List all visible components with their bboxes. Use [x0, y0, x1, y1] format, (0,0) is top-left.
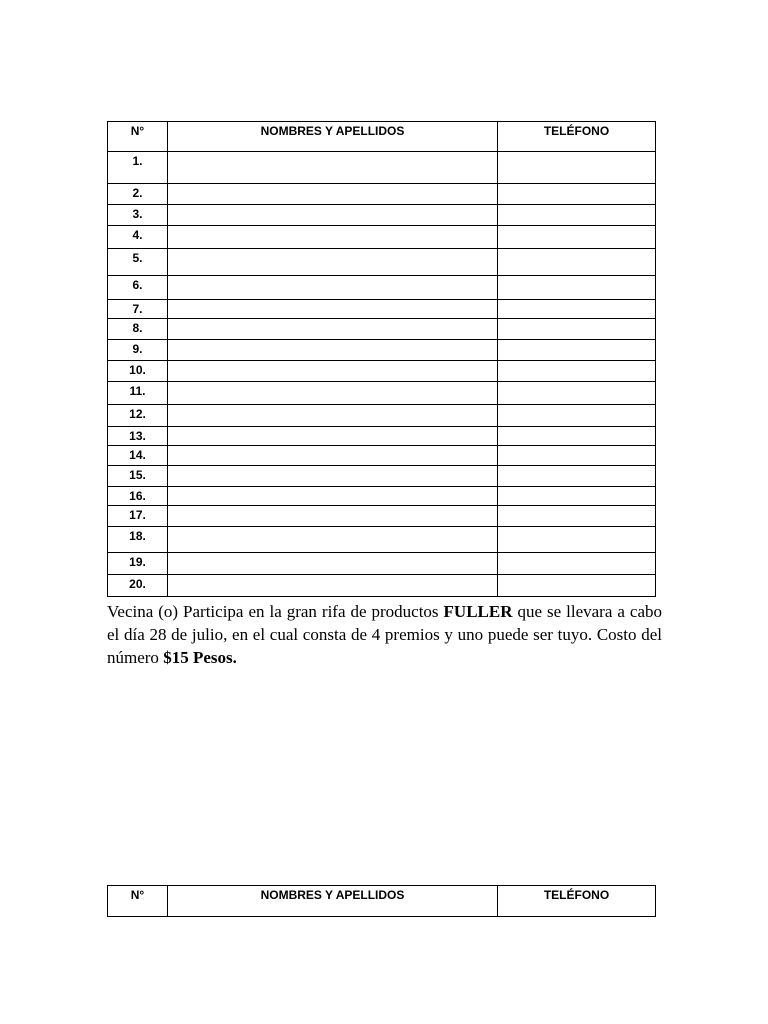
name-cell [168, 152, 498, 184]
phone-cell [498, 527, 656, 553]
row-number: 14. [108, 446, 168, 466]
table-row [108, 249, 656, 276]
row-number: 12. [108, 405, 168, 427]
table-row [108, 300, 656, 319]
row-number: 10. [108, 361, 168, 382]
row-number: 6. [108, 276, 168, 300]
row-number: 1. [108, 152, 168, 184]
row-number: 5. [108, 249, 168, 276]
phone-cell [498, 575, 656, 597]
row-number: 9. [108, 340, 168, 361]
notice-price: $15 Pesos. [163, 648, 237, 667]
phone-cell [498, 319, 656, 340]
phone-cell [498, 205, 656, 226]
phone-cell [498, 276, 656, 300]
header-names: NOMBRES Y APELLIDOS [168, 122, 498, 152]
row-number: 4. [108, 226, 168, 249]
table-body [108, 152, 656, 597]
row-number: 11. [108, 382, 168, 405]
header-names: NOMBRES Y APELLIDOS [168, 886, 498, 917]
header-number: N° [108, 886, 168, 917]
table-row [108, 276, 656, 300]
table-row [108, 152, 656, 184]
name-cell [168, 466, 498, 487]
phone-cell [498, 553, 656, 575]
table-row [108, 553, 656, 575]
raffle-table-top [107, 121, 656, 597]
name-cell [168, 276, 498, 300]
phone-cell [498, 382, 656, 405]
phone-cell [498, 506, 656, 527]
phone-cell [498, 427, 656, 446]
name-cell [168, 527, 498, 553]
notice-text-1: Vecina (o) Participa en la gran rifa de productos [107, 602, 444, 621]
row-number: 15. [108, 466, 168, 487]
name-cell [168, 249, 498, 276]
name-cell [168, 506, 498, 527]
table-row [108, 226, 656, 249]
row-number: 19. [108, 553, 168, 575]
phone-cell [498, 226, 656, 249]
table-row [108, 446, 656, 466]
header-phone: TELÉFONO [498, 122, 656, 152]
phone-cell [498, 405, 656, 427]
name-cell [168, 319, 498, 340]
row-number: 17. [108, 506, 168, 527]
phone-cell [498, 300, 656, 319]
phone-cell [498, 340, 656, 361]
raffle-notice [107, 600, 662, 669]
name-cell [168, 205, 498, 226]
phone-cell [498, 249, 656, 276]
header-number: N° [108, 122, 168, 152]
table-row [108, 340, 656, 361]
table-row [108, 319, 656, 340]
row-number: 16. [108, 487, 168, 506]
table-header-row [108, 122, 656, 152]
name-cell [168, 382, 498, 405]
phone-cell [498, 487, 656, 506]
notice-brand: FULLER [443, 602, 513, 621]
name-cell [168, 405, 498, 427]
row-number: 8. [108, 319, 168, 340]
name-cell [168, 340, 498, 361]
table-row [108, 361, 656, 382]
row-number: 2. [108, 184, 168, 205]
notice-text-2: que se llevara a cabo el día 28 de julio, en el cual consta de 4 premios y uno puede ser tuyo. Costo del número [107, 602, 662, 667]
name-cell [168, 361, 498, 382]
table-row [108, 205, 656, 226]
name-cell [168, 184, 498, 205]
table-row [108, 575, 656, 597]
phone-cell [498, 446, 656, 466]
phone-cell [498, 152, 656, 184]
name-cell [168, 427, 498, 446]
table-row [108, 382, 656, 405]
table-row [108, 506, 656, 527]
row-number: 18. [108, 527, 168, 553]
name-cell [168, 487, 498, 506]
header-phone: TELÉFONO [498, 886, 656, 917]
name-cell [168, 226, 498, 249]
raffle-table-bottom [107, 885, 656, 917]
table-row [108, 466, 656, 487]
name-cell [168, 575, 498, 597]
phone-cell [498, 361, 656, 382]
row-number: 20. [108, 575, 168, 597]
row-number: 7. [108, 300, 168, 319]
table-header-row [108, 886, 656, 917]
table-row [108, 427, 656, 446]
table-row [108, 527, 656, 553]
table-row [108, 487, 656, 506]
phone-cell [498, 184, 656, 205]
phone-cell [498, 466, 656, 487]
name-cell [168, 300, 498, 319]
table-row [108, 184, 656, 205]
row-number: 13. [108, 427, 168, 446]
name-cell [168, 553, 498, 575]
name-cell [168, 446, 498, 466]
row-number: 3. [108, 205, 168, 226]
table-row [108, 405, 656, 427]
